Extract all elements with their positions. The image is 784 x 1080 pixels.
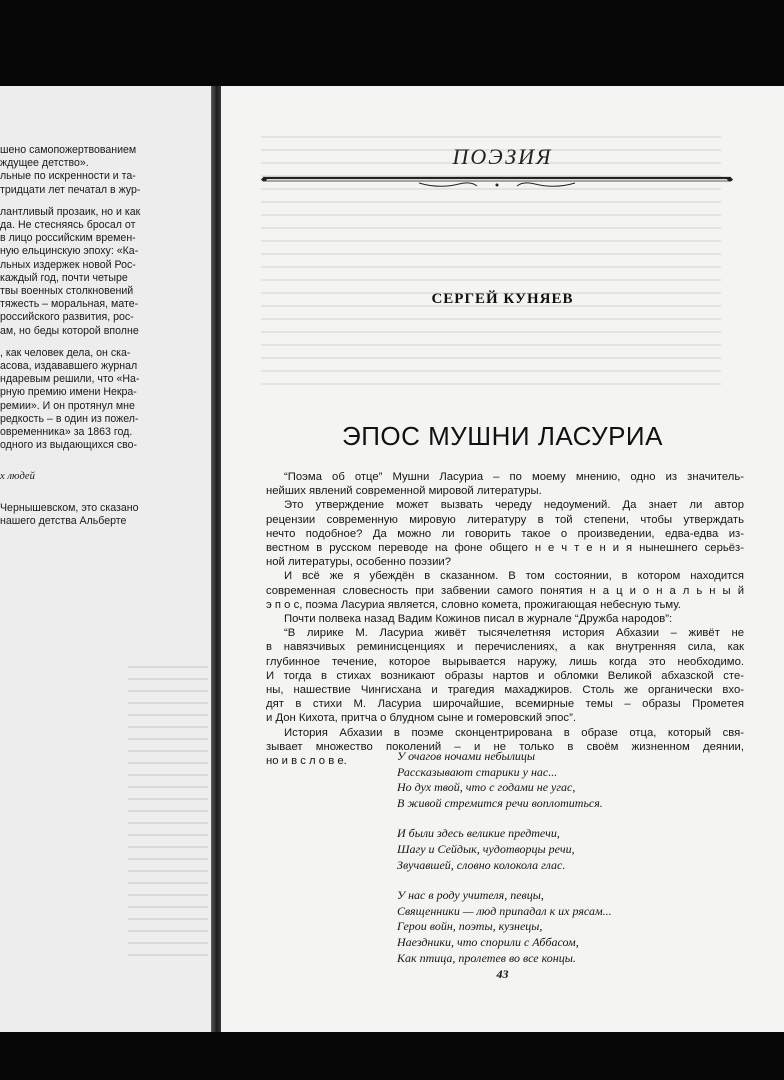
article-body <box>266 470 744 768</box>
poem-line: У нас в роду учителя, певцы, <box>397 888 544 903</box>
body-line: и Дон Кихота, притча о блудном сыне и гомеровский эпос”. <box>266 712 576 725</box>
poem-line: Шагу и Сейдык, чудотворцы речи, <box>397 841 575 856</box>
line-gap <box>0 452 206 461</box>
poem-line: И были здесь великие предтечи, <box>397 826 560 841</box>
show-through-text <box>128 666 208 966</box>
poem-line: Рассказывают старики у нас... <box>397 764 558 779</box>
poem-line: В живой стремится речи воплотиться. <box>397 795 603 810</box>
left-page <box>0 86 211 1032</box>
stanza-gap <box>397 873 737 888</box>
left-page-line: х людей <box>0 471 35 483</box>
stanza-gap <box>397 811 737 826</box>
left-page-text-column <box>0 144 206 528</box>
body-line: “В лирике М. Ласуриа живёт тысячелетняя история Абхазии – живёт не <box>284 627 744 640</box>
body-line: “Поэма об отце” Мушни Ласуриа – по моему мнению, одно из значитель- <box>284 471 744 483</box>
poem-line: Как птица, пролетев во все концы. <box>397 950 576 965</box>
left-page-line: да. Не стесняясь бросал от <box>0 219 136 232</box>
body-line: дят в стихи М. Ласуриа широчайшие, всемирные темы – образы Прометея <box>266 698 744 711</box>
body-line: Почти полвека назад Вадим Кожинов писал в журнале “Дружба народов”: <box>284 613 673 626</box>
left-page-line: ам, но беды которой вполне <box>0 324 139 337</box>
left-page-line: тридцати лет печатал в жур- <box>0 183 141 196</box>
left-page-line: редкость – в один из пожел- <box>0 412 139 425</box>
right-page <box>221 86 784 1032</box>
left-page-line: нашего детства Альберте <box>0 514 127 527</box>
left-page-line: льные по искренности и та- <box>0 170 136 183</box>
left-page-line: шено самопожертвованием <box>0 144 137 156</box>
body-line: глубинное течение, которое вырывается наружу, лишь когда это необходимо. <box>266 655 744 668</box>
article-title: ЭПОС МУШНИ ЛАСУРИА <box>342 421 663 451</box>
left-page-line: одного из выдающихся сво- <box>0 439 138 452</box>
scan-background-bottom <box>0 1032 784 1080</box>
body-line: ны, нашествие Чингисхана и трагедия махаджиров. Столь же органически вхо- <box>266 684 744 697</box>
left-page-line: асова, издававшего журнал <box>0 360 138 373</box>
left-page-line: российского развития, рос- <box>0 311 134 324</box>
section-heading: ПОЭЗИЯ <box>452 144 553 169</box>
book-gutter <box>211 86 221 1032</box>
left-page-line: ндаревым решили, что «На- <box>0 373 140 386</box>
line-gap <box>0 197 206 206</box>
line-gap <box>0 484 206 493</box>
left-page-line: тяжесть – моральная, мате- <box>0 298 139 311</box>
body-line: История Абхазии в поэме сконцентрирована в образе отца, который свя- <box>284 726 744 739</box>
ornamental-rule <box>259 175 735 187</box>
body-line: Это утверждение может вызвать череду недоумений. Да знает ли автор <box>284 499 744 512</box>
left-page-line: в лицо российским времен- <box>0 232 136 245</box>
left-page-line: ждущее детство». <box>0 157 89 170</box>
left-page-line: льных издержек новой Рос- <box>0 258 136 271</box>
page-number: 43 <box>496 967 509 981</box>
body-line: И всё же я убеждён в сказанном. В том состоянии, в котором находится <box>284 570 744 583</box>
author-name: СЕРГЕЙ КУНЯЕВ <box>431 291 574 307</box>
left-page-line: твы военных столкновений <box>0 285 134 298</box>
poem-line: Но дух твой, что с годами не угас, <box>397 780 576 795</box>
body-line: э п о с, поэма Ласуриа является, словно комета, прожигающая небесную тьму. <box>266 598 681 611</box>
poem-line: Наездники, что спорили с Аббасом, <box>397 934 579 949</box>
line-gap <box>0 461 206 470</box>
body-line: зывает множество поколений – и не только в своём жизненном деянии, <box>266 740 744 753</box>
left-page-line: каждый год, почти четыре <box>0 271 128 284</box>
left-page-line: рную премию имени Некра- <box>0 386 137 399</box>
poem-line: У очагов ночами небылицы <box>397 749 536 763</box>
poem-line: Священники — люд припадал к их рясам... <box>397 903 612 918</box>
left-page-line: , как человек дела, он ска- <box>0 346 131 359</box>
body-line: нечто подобное? Да можно ли говорить такое о произведении, едва-едва из- <box>266 527 744 540</box>
body-line: современная словесность при забвении самого понятия н а ц и о н а л ь н ы й <box>266 584 744 597</box>
body-line: в навязчивых реминисценциях и перечислениях, а как внутренняя сила, как <box>266 641 744 654</box>
line-gap <box>0 493 206 502</box>
scan-background-top <box>0 0 784 86</box>
poem-line: Герои войн, поэты, кузнецы, <box>397 919 543 934</box>
poem-excerpt <box>397 749 737 966</box>
body-line: вестном в русском переводе на фоне общего н е ч т е н и я нынешнего серьёз- <box>266 542 744 555</box>
line-gap <box>0 338 206 347</box>
body-line: нейших явлений современной мировой литературы. <box>266 485 542 498</box>
left-page-line: Чернышевском, это сказано <box>0 501 139 514</box>
left-page-line: лантливый прозаик, но и как <box>0 205 141 218</box>
body-line: но и в с л о в е. <box>266 755 347 768</box>
poem-line: Звучавшей, словно колокола глас. <box>397 857 566 872</box>
show-through-text <box>261 136 721 386</box>
left-page-line: ремии». И он протянул мне <box>0 399 135 412</box>
body-line: рецензии современную мировую литературу в той степени, чтобы утверждать <box>266 513 744 526</box>
left-page-line: овременника» за 1863 год. <box>0 426 133 439</box>
body-line: ной литературы, особенно поэзии? <box>266 556 452 569</box>
left-page-line: ную ельцинскую эпоху: «Ка- <box>0 245 139 258</box>
body-line: И тогда в стихах возникают образы нартов и обломки Великой абхазской сте- <box>266 669 744 682</box>
